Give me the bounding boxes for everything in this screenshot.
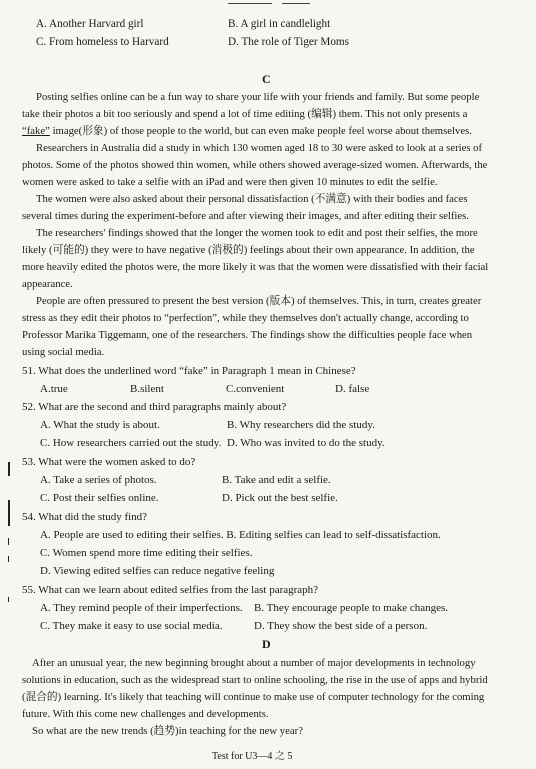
top-option-d: D. The role of Tiger Moms [228,36,349,48]
p1-line-1: Posting selfies online can be a fun way to share your life with your friends and family. But some people [36,91,480,103]
top-option-b: B. A girl in candlelight [228,18,331,30]
q55-option-d: D. They show the best side of a person. [254,620,428,632]
d-p1-line-4: future. With this come new challenges and developments. [22,708,269,720]
scan-mark-top [228,3,272,4]
p2-line-1: Researchers in Australia did a study in which 130 women aged 18 to 30 were asked to look at a series of [36,142,483,154]
p5-line-4: using social media. [22,346,105,358]
q53-option-c: C. Post their selfies online. [40,492,159,504]
scan-mark-left-2 [8,500,10,526]
p1-line-3-text: image(形象) of those people to the world, but can even make people feel worse about themselves. [52,125,472,137]
p5-line-3: Professor Marika Tiggemann, one of the researchers. The findings show the difficulties people face when [22,329,473,341]
p2-line-2: photos. Some of the photos showed thin women, while others showed average-sized women. Afterwards, the [22,159,488,171]
p5-line-1: People are often pressured to present the best version (版本) of themselves. This, in turn, creates greater [36,295,482,307]
d-p1-line-2: solutions in education, such as the widespread start to online schooling, the rise in the use of apps and hybrid [22,674,488,686]
q54-stem: 54. What did the study find? [22,511,148,523]
q51-stem: 51. What does the underlined word “fake” in Paragraph 1 mean in Chinese? [22,365,356,377]
q55-option-b: B. They encourage people to make changes. [254,602,449,614]
passage-d [22,655,518,745]
p1-line-2: take their photos a bit too seriously and spend a lot of time editing (编辑) them. This not only presents a [22,108,468,120]
page-footer: Test for U3—4 之 5 [212,751,293,762]
top-option-c: C. From homeless to Harvard [36,36,169,48]
d-p1-line-3: (混合的) learning. It's likely that teaching will continue to make use of computer technology for the coming [22,691,485,703]
p4-line-2: likely (可能的) they were to have negative (消极的) feelings about their own appearance. In addition, the [22,244,475,256]
p2-line-3: women were asked to take a selfie with an iPad and were then given 10 minutes to edit the selfie. [22,176,438,188]
section-c-heading: C [262,72,271,86]
p4-line-4: appearance. [22,278,73,290]
section-d-heading: D [262,637,271,651]
scan-mark-left-3 [8,538,9,545]
q52-option-d: D. Who was invited to do the study. [227,437,385,449]
passage-c [22,89,518,369]
q53-option-b: B. Take and edit a selfie. [222,474,331,486]
q52-stem: 52. What are the second and third paragraphs mainly about? [22,401,287,413]
d-p2-line-1: So what are the new trends (趋势)in teaching for the new year? [32,725,303,737]
q52-option-a: A. What the study is about. [40,419,160,431]
q54-option-c: C. Women spend more time editing their selfies. [40,547,253,559]
p4-line-1: The researchers' findings showed that the longer the women took to edit and post their selfies, the more [36,227,478,239]
q55-stem: 55. What can we learn about edited selfies from the last paragraph? [22,584,319,596]
q54-option-d: D. Viewing edited selfies can reduce negative feeling [40,565,275,577]
p5-line-2: stress as they edit their photos to “perfection”, while they themselves don't actually change, according to [22,312,469,324]
scan-mark-left-4 [8,556,9,562]
q51-option-d: D. false [335,383,370,395]
q54-option-ab: A. People are used to editing their selfies. B. Editing selfies can lead to self-dissatisfaction. [40,529,441,541]
q51-option-b: B.silent [130,383,164,395]
q53-option-a: A. Take a series of photos. [40,474,157,486]
p1-line-3 [22,123,518,140]
top-option-a: A. Another Harvard girl [36,18,144,30]
scan-mark-left-5 [8,597,9,602]
p3-line-2: several times during the experiment-before and after viewing their images, and after editing their selfies. [22,210,469,222]
q55-option-a: A. They remind people of their imperfections. [40,602,243,614]
scan-mark-left-1 [8,462,10,476]
q51-option-c: C.convenient [226,383,285,395]
q53-option-d: D. Pick out the best selfie. [222,492,338,504]
q52-option-b: B. Why researchers did the study. [227,419,375,431]
q51-option-a: A.true [40,383,68,395]
d-p1-line-1: After an unusual year, the new beginning brought about a number of major developments in technology [32,657,476,669]
p3-line-1: The women were also asked about their personal dissatisfaction (不满意) with their bodies and faces [36,193,468,205]
underlined-fake: “fake” [22,125,50,137]
scan-mark-top-2 [282,3,310,4]
p4-line-3: more heavily edited the photos were, the more likely it was that the women were dissatisfied with their facial [22,261,489,273]
q53-stem: 53. What were the women asked to do? [22,456,196,468]
q52-option-c: C. How researchers carried out the study. [40,437,222,449]
q55-option-c: C. They make it easy to use social media. [40,620,223,632]
